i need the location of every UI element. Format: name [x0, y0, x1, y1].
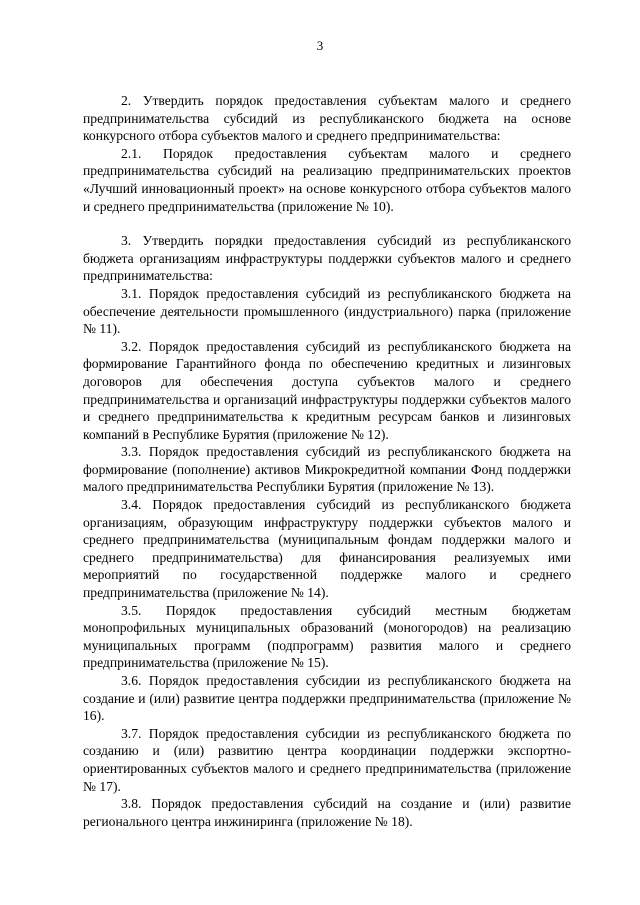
paragraph-3-8: 3.8. Порядок предоставления субсидий на создание и (или) развитие регионального центра инжиниринга (приложение № 18). — [83, 796, 571, 829]
paragraph-3-3: 3.3. Порядок предоставления субсидий из республиканского бюджета на формирование (пополнение) активов Микрокредитной компании Фонд поддержки малого предпринимательства Республики Бурятия (приложение № 13). — [83, 444, 571, 495]
document-body — [83, 92, 571, 830]
paragraph-3-7: 3.7. Порядок предоставления субсидии из республиканского бюджета по созданию и (или) развитию центра координации поддержки экспортно-ориентированных субъектов малого и среднего предпринимательства (приложение № 17). — [83, 725, 571, 794]
paragraph-3-1: 3.1. Порядок предоставления субсидий из республиканского бюджета на обеспечение деятельности промышленного (индустриального) парка (приложение № 11). — [83, 285, 571, 337]
paragraph-3-5: 3.5. Порядок предоставления субсидий местным бюджетам монопрофильных муниципальных образований (моногородов) на реализацию муниципальных программ (подпрограмм) развития малого и среднего предпринимательства (приложение № 15). — [83, 602, 571, 671]
paragraph-3-6: 3.6. Порядок предоставления субсидии из республиканского бюджета на создание и (или) развитие центра поддержки предпринимательства (приложение № 16). — [83, 673, 571, 724]
page-number: 3 — [316, 38, 324, 53]
paragraph-3-4: 3.4. Порядок предоставления субсидий из республиканского бюджета организациям, образующим инфраструктуру поддержки субъектов малого и среднего предпринимательства (муниципальным фондам поддержки малого и среднего предпринимательства) для финансирования реализуемых ими мероприятий по государственной поддержке малого и среднего предпринимательства (приложение № 14). — [83, 497, 571, 601]
paragraph-2-1: 2.1. Порядок предоставления субъектам малого и среднего предпринимательства субсидий на реализацию предпринимательских проектов «Лучший инновационный проект» на основе конкурсного отбора субъектов малого и среднего предпринимательства (приложение № 10). — [83, 145, 571, 214]
paragraph-gap — [83, 215, 571, 232]
paragraph-3-2: 3.2. Порядок предоставления субсидий из республиканского бюджета на формирование Гарантийного фонда по обеспечению кредитных и лизинговых договоров для обеспечения доступа субъектов малого и среднего предпринимательства и организаций инфраструктуры поддержки субъектов малого и среднего предпринимательства к кредитным ресурсам банков и лизинговых компаний в Республике Бурятия (приложение № 12). — [83, 338, 571, 442]
paragraph-2: 2. Утвердить порядок предоставления субъектам малого и среднего предпринимательства субсидий из республиканского бюджета на основе конкурсного отбора субъектов малого и среднего предпринимательства: — [83, 93, 571, 144]
paragraph-3: 3. Утвердить порядки предоставления субсидий из республиканского бюджета организациям инфраструктуры поддержки субъектов малого и среднего предпринимательства: — [83, 233, 571, 284]
